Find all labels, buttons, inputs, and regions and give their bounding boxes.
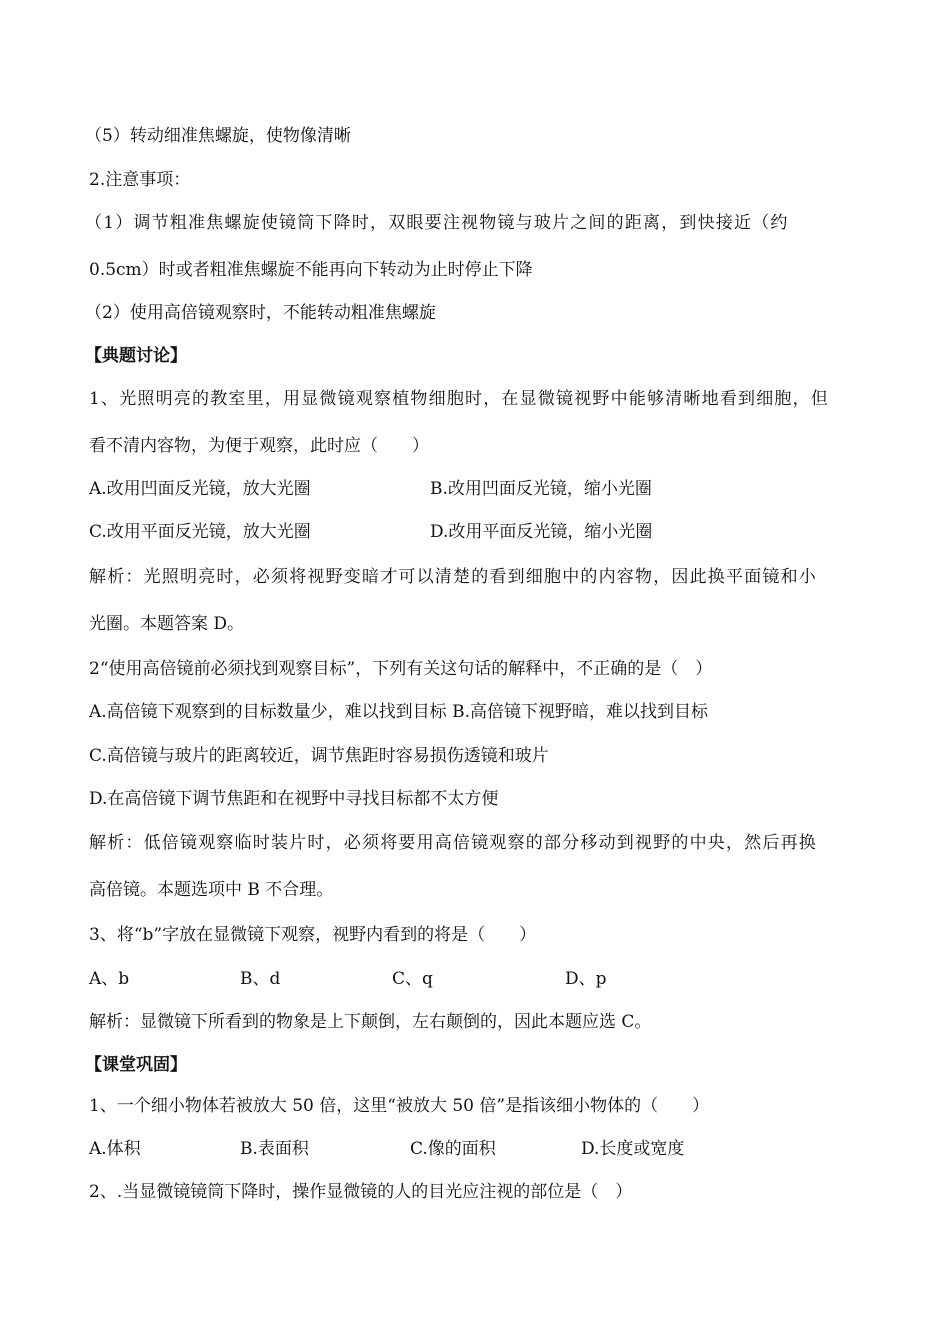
answer-1-line-2: 光圈。本题答案 D。 <box>89 614 245 634</box>
answer-2-line-2: 高倍镜。本题选项中 B 不合理。 <box>89 880 334 900</box>
question-3-option-d: D、p <box>565 969 607 989</box>
question-3-option-c: C、q <box>392 969 433 989</box>
question-1-option-b: B.改用凹面反光镜，缩小光圈 <box>430 479 652 499</box>
note-1-line-1: （1）调节粗准焦螺旋使镜筒下降时，双眼要注视物镜与玻片之间的距离，到快接近（约 <box>85 213 789 233</box>
question-1-option-a: A.改用凹面反光镜，放大光圈 <box>89 479 311 499</box>
question-3-option-a: A、b <box>89 969 130 989</box>
section-heading-consolidation: 【课堂巩固】 <box>85 1055 187 1075</box>
consolidation-question-2: 2、.当显微镜镜筒下降时，操作显微镜的人的目光应注视的部位是（ ） <box>89 1182 633 1202</box>
consolidation-question-1-option-a: A.体积 <box>89 1139 141 1159</box>
notes-heading: 2.注意事项： <box>89 170 191 190</box>
answer-1-line-1: 解析：光照明亮时，必须将视野变暗才可以清楚的看到细胞中的内容物，因此换平面镜和小 <box>89 567 817 587</box>
consolidation-question-1: 1、一个细小物体若被放大 50 倍，这里“被放大 50 倍”是指该细小物体的（ ） <box>89 1096 710 1116</box>
note-1-line-2: 0.5cm）时或者粗准焦螺旋不能再向下转动为止时停止下降 <box>89 260 533 280</box>
question-2-options-ab: A.高倍镜下观察到的目标数量少，难以找到目标 B.高倍镜下视野暗，难以找到目标 <box>89 702 708 722</box>
question-1-line-1: 1、光照明亮的教室里，用显微镜观察植物细胞时，在显微镜视野中能够清晰地看到细胞，但 <box>89 389 830 409</box>
answer-3: 解析：显微镜下所看到的物象是上下颠倒，左右颠倒的，因此本题应选 C。 <box>89 1012 652 1032</box>
question-1-line-2: 看不清内容物，为便于观察，此时应（ ） <box>89 436 429 456</box>
consolidation-question-1-option-d: D.长度或宽度 <box>581 1139 685 1159</box>
question-3-option-b: B、d <box>240 969 281 989</box>
question-2-option-c: C.高倍镜与玻片的距离较近，调节焦距时容易损伤透镜和玻片 <box>89 746 549 766</box>
question-2-option-d: D.在高倍镜下调节焦距和在视野中寻找目标都不太方便 <box>89 789 499 809</box>
step-5: （5）转动细准焦螺旋，使物像清晰 <box>85 126 351 146</box>
answer-2-line-1: 解析：低倍镜观察临时装片时，必须将要用高倍镜观察的部分移动到视野的中央，然后再换 <box>89 833 817 853</box>
note-2: （2）使用高倍镜观察时，不能转动粗准焦螺旋 <box>85 303 436 323</box>
consolidation-question-1-option-b: B.表面积 <box>240 1139 309 1159</box>
question-1-option-c: C.改用平面反光镜，放大光圈 <box>89 522 311 542</box>
section-heading-typical-questions: 【典题讨论】 <box>85 346 187 366</box>
consolidation-question-1-option-c: C.像的面积 <box>410 1139 496 1159</box>
question-2: 2“使用高倍镜前必须找到观察目标”，下列有关这句话的解释中，不正确的是（ ） <box>89 659 713 679</box>
question-3: 3、将“b”字放在显微镜下观察，视野内看到的将是（ ） <box>89 925 537 945</box>
question-1-option-d: D.改用平面反光镜，缩小光圈 <box>430 522 653 542</box>
